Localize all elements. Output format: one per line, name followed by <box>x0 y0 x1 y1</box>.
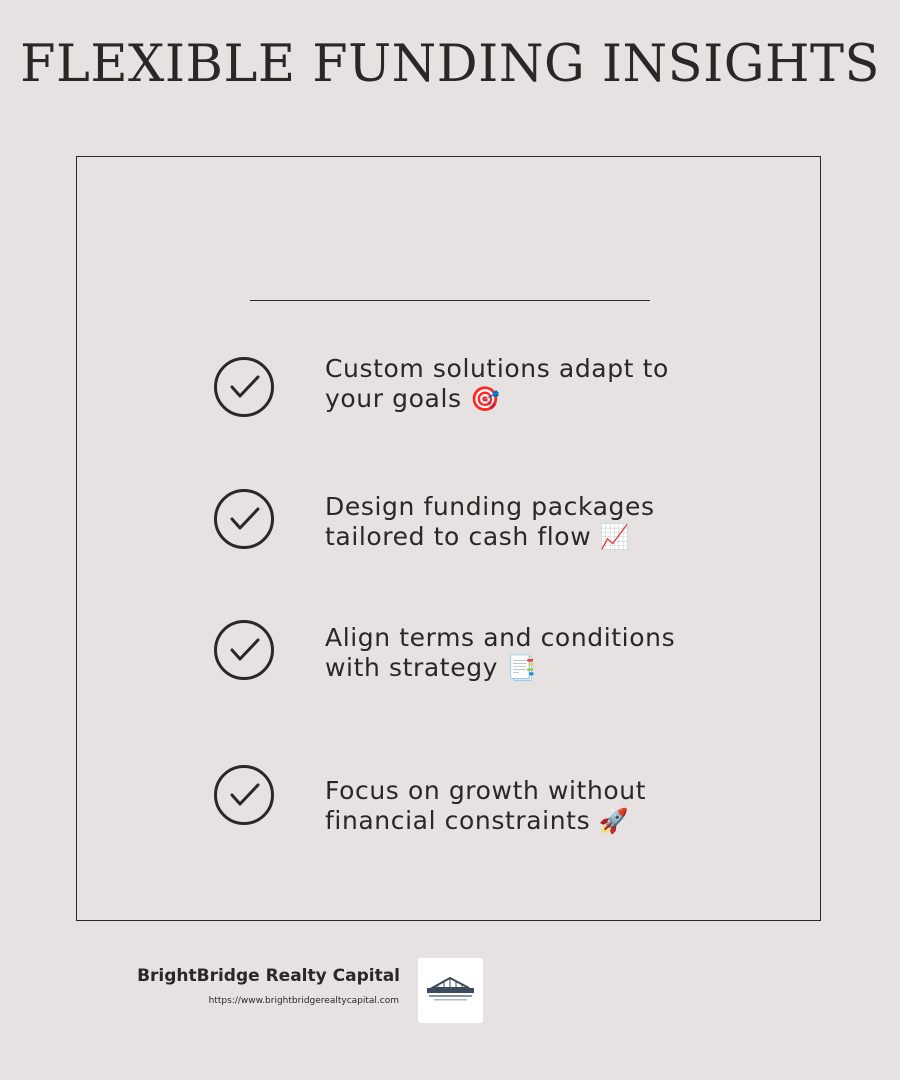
list-item-text <box>325 354 725 414</box>
brand-name: BrightBridge Realty Capital <box>137 966 400 986</box>
check-circle-icon <box>212 356 276 420</box>
list-item-label: Focus on growth without financial constraints <box>325 776 647 835</box>
chart-increasing-emoji-icon: 📈 <box>599 523 631 551</box>
list-item-label: Align terms and conditions with strategy <box>325 623 676 682</box>
page-title: FLEXIBLE FUNDING INSIGHTS <box>20 35 880 94</box>
list-item-label: Design funding packages tailored to cash flow <box>325 492 655 551</box>
list-item <box>212 356 732 420</box>
list-item <box>212 619 732 683</box>
bookmark-tabs-emoji-icon: 📑 <box>506 654 538 682</box>
list-item-text <box>325 623 725 683</box>
list-item <box>212 764 732 835</box>
check-circle-icon <box>212 619 276 683</box>
list-item <box>212 488 732 552</box>
target-emoji-icon: 🎯 <box>470 385 501 413</box>
divider-line <box>250 300 650 301</box>
check-circle-icon <box>212 488 276 552</box>
rocket-emoji-icon: 🚀 <box>598 807 630 835</box>
brand-url[interactable]: https://www.brightbridgerealtycapital.com <box>208 996 399 1006</box>
list-item-label: Custom solutions adapt to your goals <box>325 354 669 413</box>
brand-logo <box>418 958 483 1023</box>
bridge-logo-icon <box>426 976 475 1004</box>
list-item-text <box>325 492 725 552</box>
list-item-text <box>325 776 725 836</box>
check-circle-icon <box>212 764 276 828</box>
